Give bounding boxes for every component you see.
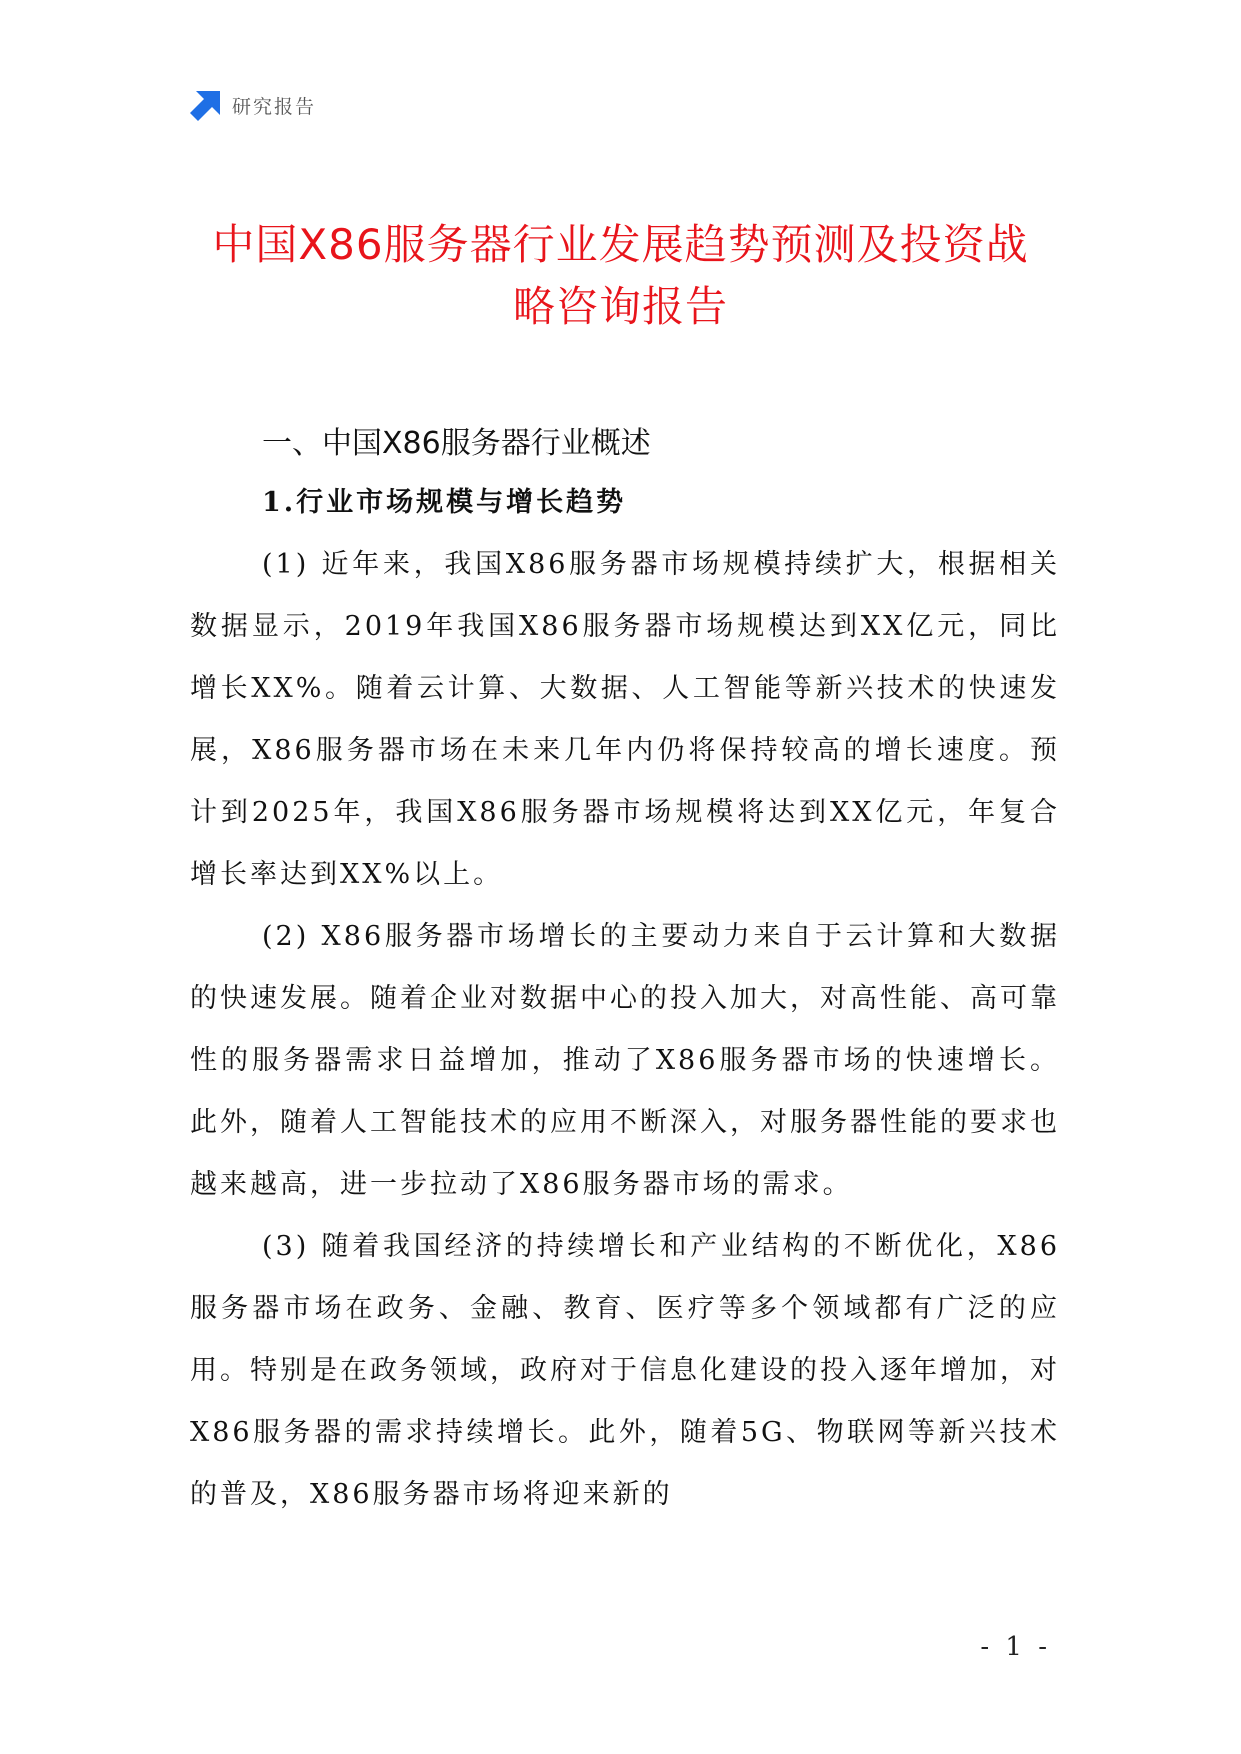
subsection-heading: 1.行业市场规模与增长趋势 [262,487,627,518]
section-heading: 一、中国X86服务器行业概述 [262,426,651,461]
title-line-1: 中国X86服务器行业发展趋势预测及投资战 [212,220,1029,269]
arrow-up-right-icon [190,89,222,121]
section-industry-overview [190,416,1060,1526]
page-number: - 1 - [980,1632,1051,1662]
title-line-2: 略咨询报告 [512,282,728,331]
header-label: 研究报告 [232,95,317,118]
document-title [150,214,1091,338]
paragraph-2: (2) X86服务器市场增长的主要动力来自于云计算和大数据的快速发展。随着企业对数据中心的投入加大，对高性能、高可靠性的服务器需求日益增加，推动了X86服务器市场的快速增长。此外，随着人工智能技术的应用不断深入，对服务器性能的要求也越来越高，进一步拉动了X86服务器市场的需求。 [190,921,1060,1200]
paragraph-1: (1) 近年来，我国X86服务器市场规模持续扩大，根据相关数据显示，2019年我国X86服务器市场规模达到XX亿元，同比增长XX%。随着云计算、大数据、人工智能等新兴技术的快速发展，X86服务器市场在未来几年内仍将保持较高的增长速度。预计到2025年，我国X86服务器市场规模将达到XX亿元，年复合增长率达到XX%以上。 [190,549,1060,890]
report-header [190,88,316,122]
paragraph-3: (3) 随着我国经济的持续增长和产业结构的不断优化，X86服务器市场在政务、金融、教育、医疗等多个领域都有广泛的应用。特别是在政务领域，政府对于信息化建设的投入逐年增加，对X86服务器的需求持续增长。此外，随着5G、物联网等新兴技术的普及，X86服务器市场将迎来新的 [190,1231,1060,1510]
